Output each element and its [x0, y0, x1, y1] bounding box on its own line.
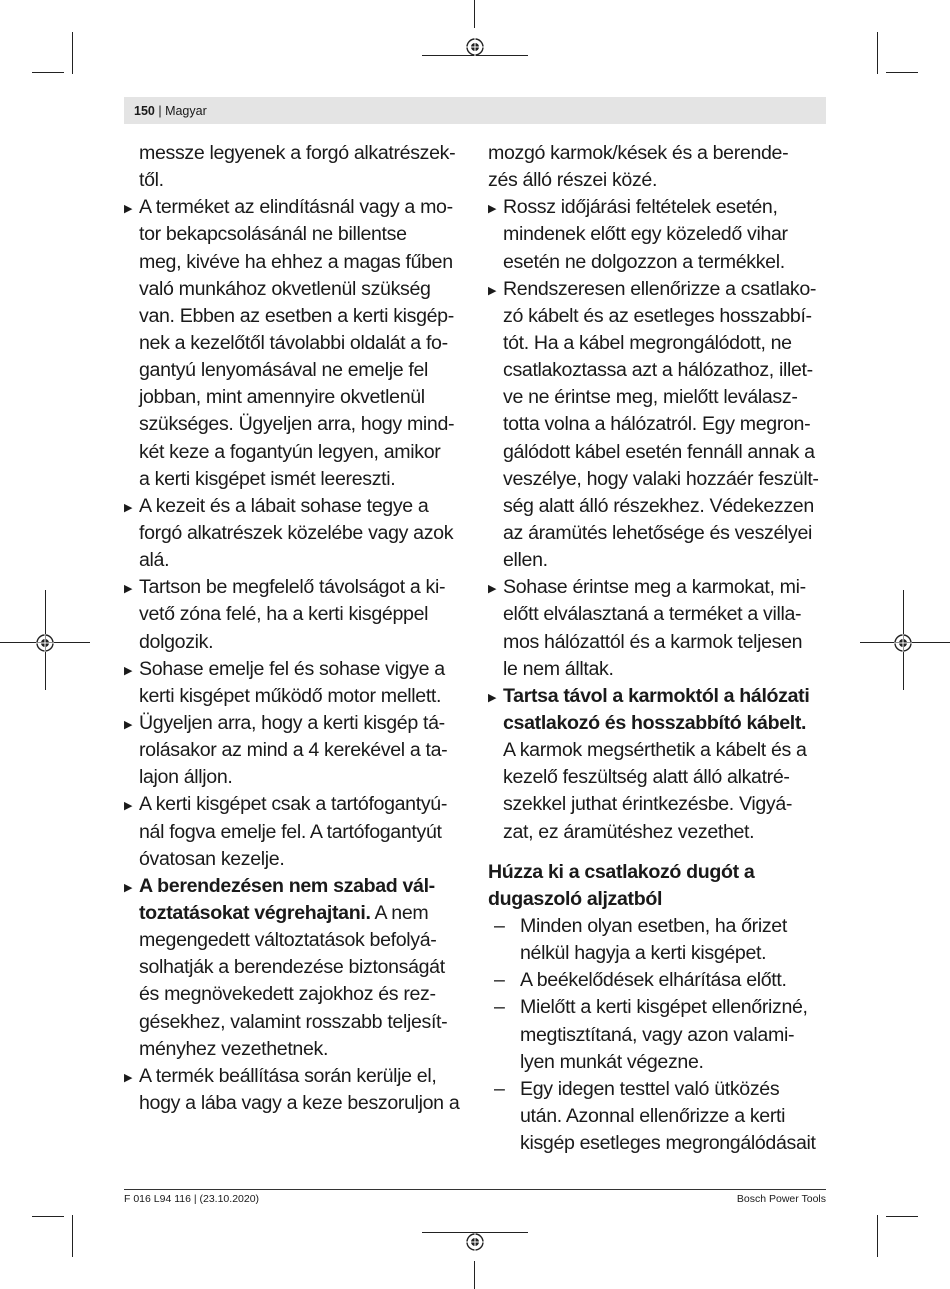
- left-column: [124, 140, 472, 1117]
- dash-item: [488, 967, 833, 994]
- text-segment: való munkához okvetlenül szükség: [139, 277, 431, 300]
- text-segment: dolgozik.: [139, 630, 214, 653]
- registration-mark-icon: [36, 634, 54, 652]
- text-segment: Sohase emelje fel és sohase vigye a: [139, 657, 445, 680]
- text-segment: Rendszeresen ellenőrizze a csatlako-: [503, 277, 817, 300]
- text-line: [488, 1130, 833, 1157]
- bullet-triangle-icon: ▶: [488, 203, 497, 216]
- text-line: [488, 330, 833, 357]
- bullet-triangle-icon: ▶: [124, 718, 133, 731]
- right-column: [488, 140, 833, 1157]
- crop-mark: [877, 32, 878, 74]
- bullet-triangle-icon: ▶: [124, 203, 133, 216]
- text-segment: nek a kezelőtől távolabbi oldalát a fo-: [139, 331, 448, 354]
- text-segment: gantyú lenyomásával ne emelje fel: [139, 359, 429, 382]
- text-line: [488, 791, 833, 818]
- text-segment: után. Azonnal ellenőrizze a kerti: [520, 1104, 786, 1127]
- text-line: [488, 913, 833, 940]
- safety-item: [124, 574, 472, 655]
- text-line: [124, 710, 472, 737]
- text-line: [124, 303, 472, 330]
- text-line: [124, 384, 472, 411]
- footer-document-code: F 016 L94 116 | (23.10.2020): [124, 1193, 260, 1205]
- text-segment: től.: [139, 169, 164, 192]
- dash-marker: –: [494, 969, 505, 992]
- text-segment: szükséges. Ügyeljen arra, hogy mind-: [139, 413, 455, 436]
- text-segment: Rossz időjárási feltételek esetén,: [503, 196, 778, 219]
- text-segment: az áramütés lehetősége és veszélyei: [503, 521, 813, 544]
- text-line: [488, 276, 833, 303]
- text-line: [488, 384, 833, 411]
- text-line: [124, 1009, 472, 1036]
- text-segment: dugaszoló aljzatból: [488, 887, 663, 910]
- text-segment: jobban, mint amennyire okvetlenül: [139, 386, 425, 409]
- crop-mark: [886, 1216, 918, 1217]
- text-segment: A beékelődések elhárítása előtt.: [520, 969, 787, 992]
- safety-item: [124, 493, 472, 574]
- bullet-triangle-icon: ▶: [488, 583, 497, 596]
- text-segment: messze legyenek a forgó alkatrészek-: [139, 142, 456, 164]
- text-line: [488, 819, 833, 846]
- text-segment: nélkül hagyja a kerti kisgépet.: [520, 942, 767, 965]
- text-segment: A terméket az elindításnál vagy a mo-: [139, 196, 453, 219]
- text-segment: rolásakor az mind a 4 kerekével a ta-: [139, 739, 448, 762]
- text-segment: szekkel juthat érintkezésbe. Vigyá-: [503, 793, 793, 816]
- text-line: [488, 520, 833, 547]
- safety-item: [488, 683, 833, 846]
- text-segment: solhatják a berendezése biztonságát: [139, 956, 445, 979]
- text-line: [488, 683, 833, 710]
- bullet-triangle-icon: ▶: [124, 501, 133, 514]
- text-line: [124, 791, 472, 818]
- text-line: [124, 1036, 472, 1063]
- text-segment: meg, kivéve ha ehhez a magas fűben: [139, 250, 453, 273]
- text-line: [124, 493, 472, 520]
- text-segment: csatlakoztassa azt a hálózathoz, illet-: [503, 359, 813, 382]
- text-line: [124, 574, 472, 601]
- text-line: [488, 194, 833, 221]
- text-segment: tor bekapcsolásánál ne billentse: [139, 223, 407, 246]
- bullet-triangle-icon: ▶: [124, 664, 133, 677]
- crop-mark: [72, 32, 73, 74]
- text-segment: zat, ez áramütéshez vezethet.: [503, 820, 755, 843]
- text-line: [488, 574, 833, 601]
- text-line: [124, 330, 472, 357]
- text-line: [488, 167, 833, 194]
- registration-mark-icon: [466, 38, 484, 56]
- text-line: [124, 656, 472, 683]
- text-line: [124, 629, 472, 656]
- text-line: [124, 167, 472, 194]
- dash-item: [488, 913, 833, 967]
- text-line: [488, 859, 833, 886]
- dash-item: [488, 1076, 833, 1157]
- text-line: [488, 601, 833, 628]
- text-line: [488, 1076, 833, 1103]
- text-line: [488, 656, 833, 683]
- text-segment: ellen.: [503, 549, 548, 572]
- bullet-triangle-icon: ▶: [124, 881, 133, 894]
- safety-item: [124, 791, 472, 872]
- text-line: [124, 846, 472, 873]
- text-line: [124, 466, 472, 493]
- text-line: [124, 900, 472, 927]
- text-segment: Minden olyan esetben, ha őrizet: [520, 914, 787, 937]
- section-heading: [488, 859, 833, 913]
- text-segment: hogy a lába vagy a keze beszoruljon a: [139, 1091, 460, 1114]
- safety-item: [124, 1063, 472, 1117]
- bullet-triangle-icon: ▶: [124, 800, 133, 813]
- crop-mark: [474, 0, 475, 28]
- text-line: [124, 683, 472, 710]
- text-segment: nál fogva emelje fel. A tartófogantyút: [139, 820, 442, 843]
- text-segment: ség alatt álló részekhez. Védekezzen: [503, 494, 814, 517]
- header-band: [124, 97, 826, 124]
- text-line: [124, 873, 472, 900]
- text-line: [124, 411, 472, 438]
- text-segment: ményhez vezethetnek.: [139, 1037, 329, 1060]
- bullet-triangle-icon: ▶: [124, 583, 133, 596]
- text-line: [124, 1090, 472, 1117]
- dash-marker: –: [494, 1077, 505, 1100]
- text-line: [488, 303, 833, 330]
- text-line: [488, 357, 833, 384]
- text-segment: zó kábelt és az esetleges hosszabbí-: [503, 304, 812, 327]
- text-segment: lajon álljon.: [139, 766, 233, 789]
- dash-item: [488, 994, 833, 1075]
- crop-mark: [877, 1215, 878, 1257]
- safety-item: [488, 194, 833, 275]
- text-segment: két keze a fogantyún legyen, amikor: [139, 440, 441, 463]
- text-segment: totta volna a hálózatról. Egy megron-: [503, 413, 811, 436]
- text-line: [488, 886, 833, 913]
- text-line: [124, 276, 472, 303]
- text-line: [488, 994, 833, 1021]
- text-segment: Egy idegen testtel való ütközés: [520, 1077, 780, 1100]
- page-number: 150: [134, 104, 155, 118]
- text-line: [124, 981, 472, 1008]
- text-line: [124, 194, 472, 221]
- text-line: [488, 547, 833, 574]
- text-line: [488, 1103, 833, 1130]
- text-line: [124, 439, 472, 466]
- text-segment: Mielőtt a kerti kisgépet ellenőrizné,: [520, 996, 808, 1019]
- footer-brand: Bosch Power Tools: [736, 1193, 826, 1205]
- text-line: [124, 737, 472, 764]
- text-line: [488, 439, 833, 466]
- page-header: [134, 104, 207, 118]
- text-segment: veszélye, hogy valaki hozzáér feszült-: [503, 467, 819, 490]
- safety-item: [124, 194, 472, 493]
- text-line: [488, 710, 833, 737]
- text-segment: gésekhez, valamint rosszabb teljesít-: [139, 1010, 448, 1033]
- safety-item: [124, 710, 472, 791]
- text-line: [124, 547, 472, 574]
- safety-item: [124, 873, 472, 1063]
- bold-text: Tartsa távol a karmoktól a hálózati: [503, 684, 810, 707]
- text-line: [124, 140, 472, 167]
- text-line: [488, 940, 833, 967]
- text-segment: kisgép esetleges megrongálódásait: [520, 1132, 816, 1155]
- text-segment: a kerti kisgépet ismét leereszti.: [139, 467, 396, 490]
- text-segment: A karmok megsérthetik a kábelt és a: [503, 739, 807, 762]
- crop-mark: [474, 1261, 475, 1289]
- text-line: [488, 764, 833, 791]
- crop-mark: [32, 72, 64, 73]
- text-segment: A kerti kisgépet csak a tartófogantyú-: [139, 793, 447, 816]
- text-line: [124, 954, 472, 981]
- text-segment: előtt elválasztaná a terméket a villa-: [503, 603, 802, 626]
- text-segment: van. Ebben az esetben a kerti kisgép-: [139, 304, 454, 327]
- text-segment: és megnövekedett zajokhoz és rez-: [139, 983, 436, 1006]
- text-line: [124, 927, 472, 954]
- text-segment: tót. Ha a kábel megrongálódott, ne: [503, 331, 792, 354]
- text-segment: vető zóna felé, ha a kerti kisgéppel: [139, 603, 429, 626]
- registration-mark-icon: [894, 634, 912, 652]
- text-segment: alá.: [139, 549, 170, 572]
- text-line: [124, 1063, 472, 1090]
- text-segment: megengedett változtatások befolyá-: [139, 929, 437, 952]
- header-language: Magyar: [165, 104, 207, 118]
- bold-text: csatlakozó és hosszabbító kábelt.: [503, 711, 807, 734]
- section-spacer: [488, 846, 833, 859]
- text-line: [124, 601, 472, 628]
- text-line: [488, 249, 833, 276]
- text-segment: le nem álltak.: [503, 657, 614, 680]
- text-line: [488, 1022, 833, 1049]
- text-segment: A kezeit és a lábait sohase tegye a: [139, 494, 429, 517]
- text-segment: óvatosan kezelje.: [139, 847, 285, 870]
- text-segment: kezelő feszültség alatt álló alkatré-: [503, 766, 790, 789]
- text-segment: mindenek előtt egy közeledő vihar: [503, 223, 788, 246]
- text-segment: esetén ne dolgozzon a termékkel.: [503, 250, 785, 273]
- dash-marker: –: [494, 914, 505, 937]
- text-segment: A nem: [370, 901, 429, 924]
- safety-item: [488, 574, 833, 683]
- safety-item: [488, 276, 833, 575]
- text-line: [488, 629, 833, 656]
- text-line: [488, 140, 833, 167]
- crop-mark: [72, 1215, 73, 1257]
- header-separator: |: [154, 104, 166, 118]
- text-segment: Ügyeljen arra, hogy a kerti kisgép tá-: [139, 711, 445, 734]
- footer-rule: [124, 1189, 826, 1190]
- text-segment: lyen munkát végezne.: [520, 1050, 704, 1073]
- text-line: [488, 493, 833, 520]
- text-line: [488, 1049, 833, 1076]
- bullet-triangle-icon: ▶: [488, 691, 497, 704]
- text-line: [124, 357, 472, 384]
- text-line: [124, 221, 472, 248]
- bold-text: A berendezésen nem szabad vál-: [139, 874, 435, 897]
- crop-mark: [886, 72, 918, 73]
- text-line: [124, 819, 472, 846]
- text-segment: mozgó karmok/kések és a berende-: [488, 142, 789, 164]
- text-segment: megtisztítaná, vagy azon valami-: [520, 1023, 795, 1046]
- text-segment: forgó alkatrészek közelébe vagy azok: [139, 521, 454, 544]
- text-line: [124, 520, 472, 547]
- registration-mark-icon: [466, 1233, 484, 1251]
- text-segment: kerti kisgépet működő motor mellett.: [139, 684, 442, 707]
- continued-text: [488, 140, 833, 194]
- bullet-triangle-icon: ▶: [488, 284, 497, 297]
- continued-text: [124, 140, 472, 194]
- dash-marker: –: [494, 996, 505, 1019]
- text-line: [488, 411, 833, 438]
- text-segment: ve ne érintse meg, mielőtt leválasz-: [503, 386, 798, 409]
- text-line: [124, 764, 472, 791]
- text-segment: Húzza ki a csatlakozó dugót a: [488, 860, 755, 883]
- text-segment: zés álló részei közé.: [488, 169, 658, 192]
- safety-item: [124, 656, 472, 710]
- text-line: [488, 737, 833, 764]
- text-segment: Tartson be megfelelő távolságot a ki-: [139, 576, 446, 599]
- text-segment: gálódott kábel esetén fennáll annak a: [503, 440, 815, 463]
- text-line: [488, 466, 833, 493]
- bullet-triangle-icon: ▶: [124, 1071, 133, 1084]
- crop-mark: [32, 1216, 64, 1217]
- text-segment: Sohase érintse meg a karmokat, mi-: [503, 576, 806, 599]
- text-segment: mos hálózattól és a karmok teljesen: [503, 630, 803, 653]
- text-segment: A termék beállítása során kerülje el,: [139, 1064, 437, 1087]
- text-line: [488, 967, 833, 994]
- text-line: [488, 221, 833, 248]
- bold-text: toztatásokat végrehajtani.: [139, 901, 371, 924]
- text-line: [124, 249, 472, 276]
